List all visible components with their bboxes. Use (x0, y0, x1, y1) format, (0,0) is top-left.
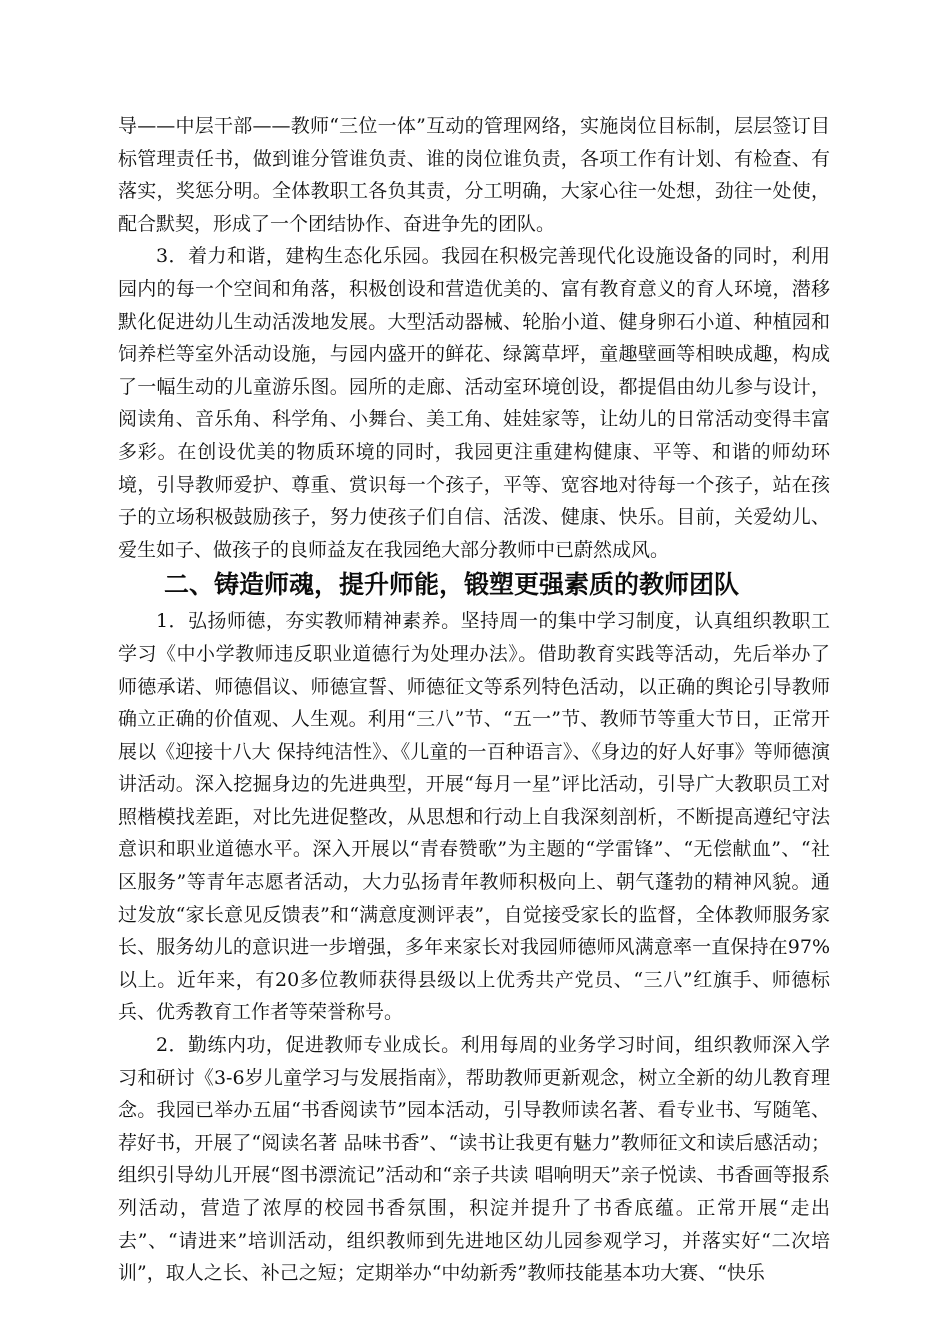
section-heading-teacher-team: 二、铸造师魂，提升师能，锻塑更强素质的教师团队 (164, 570, 740, 600)
document-page (118, 110, 830, 1290)
paragraph-harmony-eco-park: 3．着力和谐，建构生态化乐园。我园在积极完善现代化设施设备的同时，利用园内的每一个空间和角落，积极创设和营造优美的、富有教育意义的育人环境，潜移默化促进幼儿生动活泼地发展。大型活动器械、轮胎小道、健身卵石小道、种植园和饲养栏等室外活动设施，与园内盛开的鲜花、绿篱草坪，童趣壁画等相映成趣，构成了一幅生动的儿童游乐图。园所的走廊、活动室环境创设，都提倡由幼儿参与设计，阅读角、音乐角、科学角、小舞台、美工角、娃娃家等，让幼儿的日常活动变得丰富多彩。在创设优美的物质环境的同时，我园更注重建构健康、平等、和谐的师幼环境，引导教师爱护、尊重、赏识每一个孩子，平等、宽容地对待每一个孩子，站在孩子的立场积极鼓励孩子，努力使孩子们自信、活泼、健康、快乐。目前，关爱幼儿、爱生如子、做孩子的良师益友在我园绝大部分教师中已蔚然成风。 (118, 245, 830, 561)
paragraph-management-network: 导——中层干部——教师“三位一体”互动的管理网络，实施岗位目标制，层层签订目标管理责任书，做到谁分管谁负责、谁的岗位谁负责，各项工作有计划、有检查、有落实，奖惩分明。全体教职工各负其责，分工明确，大家心往一处想，劲往一处使，配合默契，形成了一个团结协作、奋进争先的团队。 (118, 115, 830, 235)
paragraph-teacher-ethics: 1．弘扬师德，夯实教师精神素养。坚持周一的集中学习制度，认真组织教职工学习《中小学教师违反职业道德行为处理办法》。借助教育实践等活动，先后举办了师德承诺、师德倡议、师德宣誓、师德征文等系列特色活动，以正确的舆论引导教师确立正确的价值观、人生观。利用“三八”节、“五一”节、教师节等重大节日，正常开展以《迎接十八大 保持纯洁性》、《儿童的一百种语言》、《身边的好人好事》等师德演讲活动。深入挖掘身边的先进典型，开展“每月一星”评比活动，引导广大教职员工对照楷模找差距，对比先进促整改，从思想和行动上自我深刻剖析，不断提高遵纪守法意识和职业道德水平。深入开展以“青春赞歌”为主题的“学雷锋”、“无偿献血”、“社区服务”等青年志愿者活动，大力弘扬青年教师积极向上、朝气蓬勃的精神风貌。通过发放“家长意见反馈表”和“满意度测评表”，自觉接受家长的监督，全体教师服务家长、服务幼儿的意识进一步增强，多年来家长对我园师德师风满意率一直保持在97%以上。近年来，有20多位教师获得县级以上优秀共产党员、“三八”红旗手、师德标兵、优秀教育工作者等荣誉称号。 (118, 610, 830, 1024)
paragraph-professional-growth: 2．勤练内功，促进教师专业成长。利用每周的业务学习时间，组织教师深入学习和研讨《3-6岁儿童学习与发展指南》，帮助教师更新观念，树立全新的幼儿教育理念。我园已举办五届“书香阅读节”园本活动，引导教师读名著、看专业书、写随笔、荐好书，开展了“阅读名著 品味书香”、“读书让我更有魅力”教师征文和读后感活动；组织引导幼儿开展“图书漂流记”活动和“亲子共读 唱响明天”亲子悦读、书香画等报系列活动，营造了浓厚的校园书香氛围，积淀并提升了书香底蕴。正常开展“走出去”、“请进来”培训活动，组织教师到先进地区幼儿园参观学习，并落实好“二次培训”，取人之长、补己之短；定期举办“中幼新秀”教师技能基本功大赛、“快乐 (118, 1034, 830, 1285)
